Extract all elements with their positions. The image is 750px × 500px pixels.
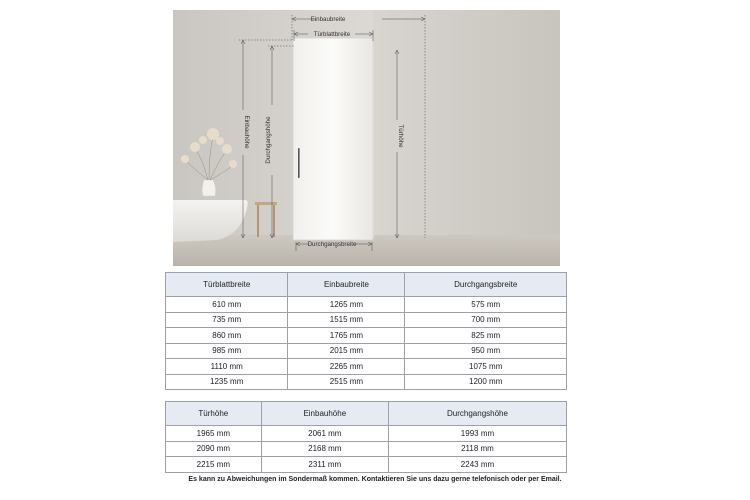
table-cell: 735 mm [166,312,288,328]
table-row [166,426,567,442]
table-row [166,312,567,328]
table-cell: 2311 mm [261,457,388,473]
table-row [166,457,567,473]
table-row [166,441,567,457]
door-dimension-photo [173,10,560,266]
table-cell: 2061 mm [261,426,388,442]
table-cell: 1265 mm [288,297,405,313]
height-table-header-row [166,402,567,426]
label-durchgangshoehe: Durchgangshöhe [265,116,272,164]
table-cell: 575 mm [405,297,567,313]
table-cell: 1515 mm [288,312,405,328]
header-einbaubreite: Einbaubreite [288,273,405,297]
table-cell: 2118 mm [388,441,566,457]
table-cell: 1993 mm [388,426,566,442]
table-cell: 2243 mm [388,457,566,473]
label-einbauhoehe: Einbauhöhe [243,115,250,149]
label-tuerhoehe: Türhöhe [397,124,404,148]
width-table-header-row [166,273,567,297]
table-cell: 860 mm [166,328,288,344]
table-cell: 2168 mm [261,441,388,457]
label-tuerblattbreite: Türblattbreite [313,31,351,38]
table-row [166,343,567,359]
header-einbauhoehe: Einbauhöhe [261,402,388,426]
label-durchgangsbreite: Durchgangsbreite [307,241,357,248]
table-cell: 950 mm [405,343,567,359]
table-cell: 2090 mm [166,441,262,457]
table-cell: 700 mm [405,312,567,328]
table-row [166,297,567,313]
table-row [166,328,567,344]
table-cell: 825 mm [405,328,567,344]
table-cell: 1765 mm [288,328,405,344]
glass-door-panel [293,38,373,240]
header-durchgangshoehe: Durchgangshöhe [388,402,566,426]
label-einbaubreite: Einbaubreite [310,16,346,23]
width-table [165,272,567,390]
table-cell: 1235 mm [166,374,288,390]
header-tuerhoehe: Türhöhe [166,402,262,426]
table-row [166,374,567,390]
door-handle [298,148,300,178]
table-cell: 610 mm [166,297,288,313]
table-cell: 2515 mm [288,374,405,390]
table-cell: 1075 mm [405,359,567,375]
footer-note: Es kann zu Abweichungen im Sondermaß kommen. Kontaktieren Sie uns dazu gerne telefonisch oder per Email. [188,476,562,483]
table-row [166,359,567,375]
table-cell: 2015 mm [288,343,405,359]
height-table [165,401,567,473]
table-cell: 2265 mm [288,359,405,375]
table-cell: 1965 mm [166,426,262,442]
table-cell: 1200 mm [405,374,567,390]
header-tuerblattbreite: Türblattbreite [166,273,288,297]
table-cell: 985 mm [166,343,288,359]
header-durchgangsbreite: Durchgangsbreite [405,273,567,297]
table-cell: 1110 mm [166,359,288,375]
wooden-stool [255,202,277,205]
table-cell: 2215 mm [166,457,262,473]
